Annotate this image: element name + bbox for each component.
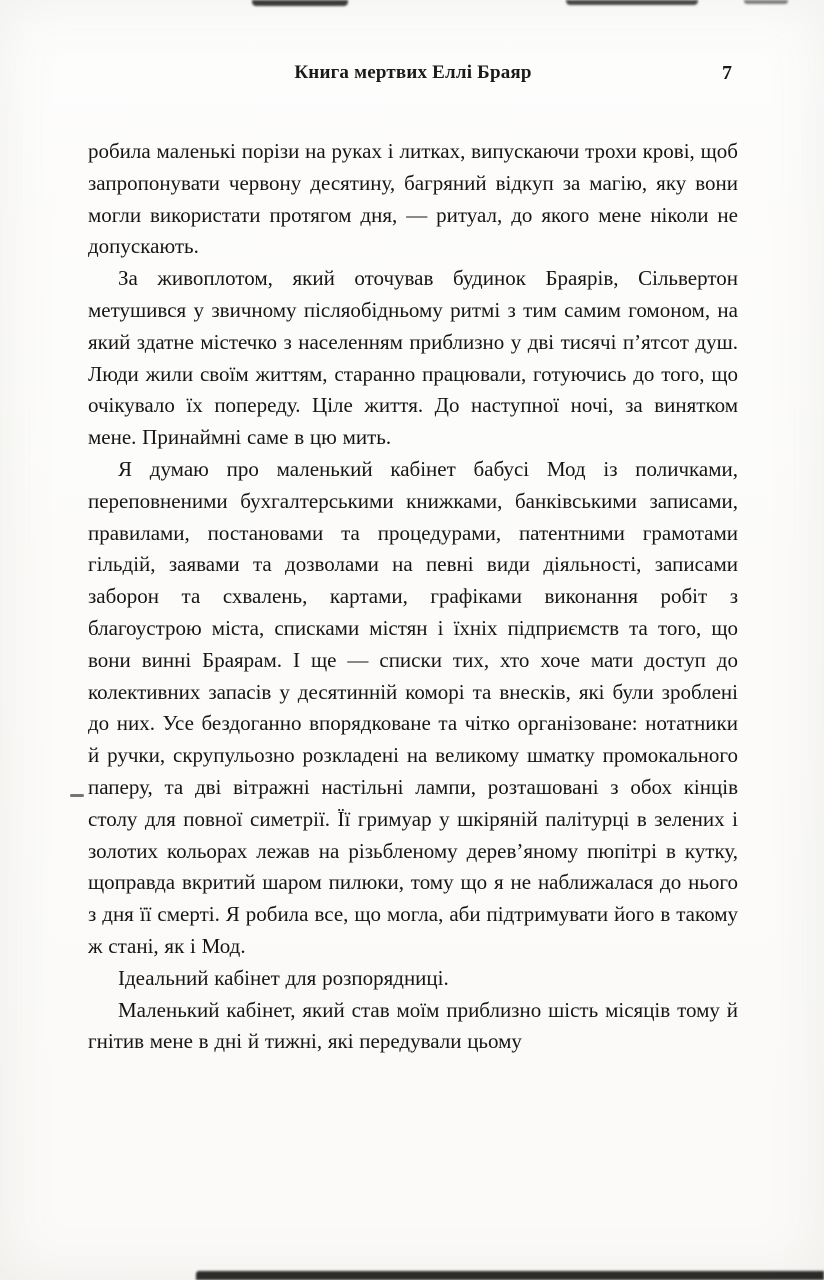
scan-artifact-left-dash	[70, 794, 84, 797]
body-paragraph: За живоплотом, який оточував будинок Браярів, Сільвертон метушився у звичному післяобідньому ритмі з тим самим гомоном, на який здатне містечко з населенням приблизно у дві тисячі п’ятсот душ. Люди жили своїм життям, старанно працювали, готуючись до того, що очікувало їх попереду. Ціле життя. До наступної ночі, за винятком мене. Принаймні саме в цю мить.	[88, 266, 738, 450]
scan-artifact-top-left	[252, 0, 348, 6]
body-paragraph: Я думаю про маленький кабінет бабусі Мод із поличками, переповненими бухгалтерськими книжками, банківськими записами, правилами, постановами та процедурами, патентними грамотами гільдій, заявами та дозволами на певні види діяльності, записами заборон та схвалень, картами, графіками виконання робіт з благоустрою міста, списками містян і їхніх підприємств та того, що вони винні Браярам. І ще — списки тих, хто хоче мати доступ до колективних запасів у десятинній коморі та внесків, які були зроблені до них. Усе бездоганно впорядковане та чітко організоване: нотатники й ручки, скрупульозно розкладені на великому шматку промокального паперу, та дві вітражні настільні лампи, розташовані з обох кінців столу для повної симетрії. Її гримуар у шкіряній палітурці в зелених і золотих кольорах лежав на різьбленому дерев’яному пюпітрі в кутку, щоправда вкритий шаром пилюки, тому що я не наближалася до нього з дня її смерті. Я робила все, що могла, аби підтримувати його в такому ж стані, як і Мод.	[88, 456, 738, 958]
running-title: Книга мертвих Еллі Браяр	[294, 62, 532, 83]
page-number: 7	[722, 62, 732, 84]
scan-artifact-bottom-bar	[196, 1271, 824, 1280]
scan-artifact-top-corner	[744, 0, 788, 4]
body-paragraph: робила маленькі порізи на руках і литках, випускаючи трохи крові, щоб запропонувати червону десятину, багряний відкуп за магію, яку вони могли використати протягом дня, — ритуал, до якого мене ніколи не допускають.	[88, 139, 738, 259]
body-paragraph: Маленький кабінет, який став моїм приблизно шість місяців тому й гнітив мене в дні й тижні, які передували цьому	[88, 997, 738, 1054]
body-text	[88, 136, 738, 1058]
page-header	[88, 62, 738, 88]
body-paragraph: Ідеальний кабінет для розпорядниці.	[118, 965, 449, 990]
scan-artifact-top-right	[566, 0, 698, 5]
